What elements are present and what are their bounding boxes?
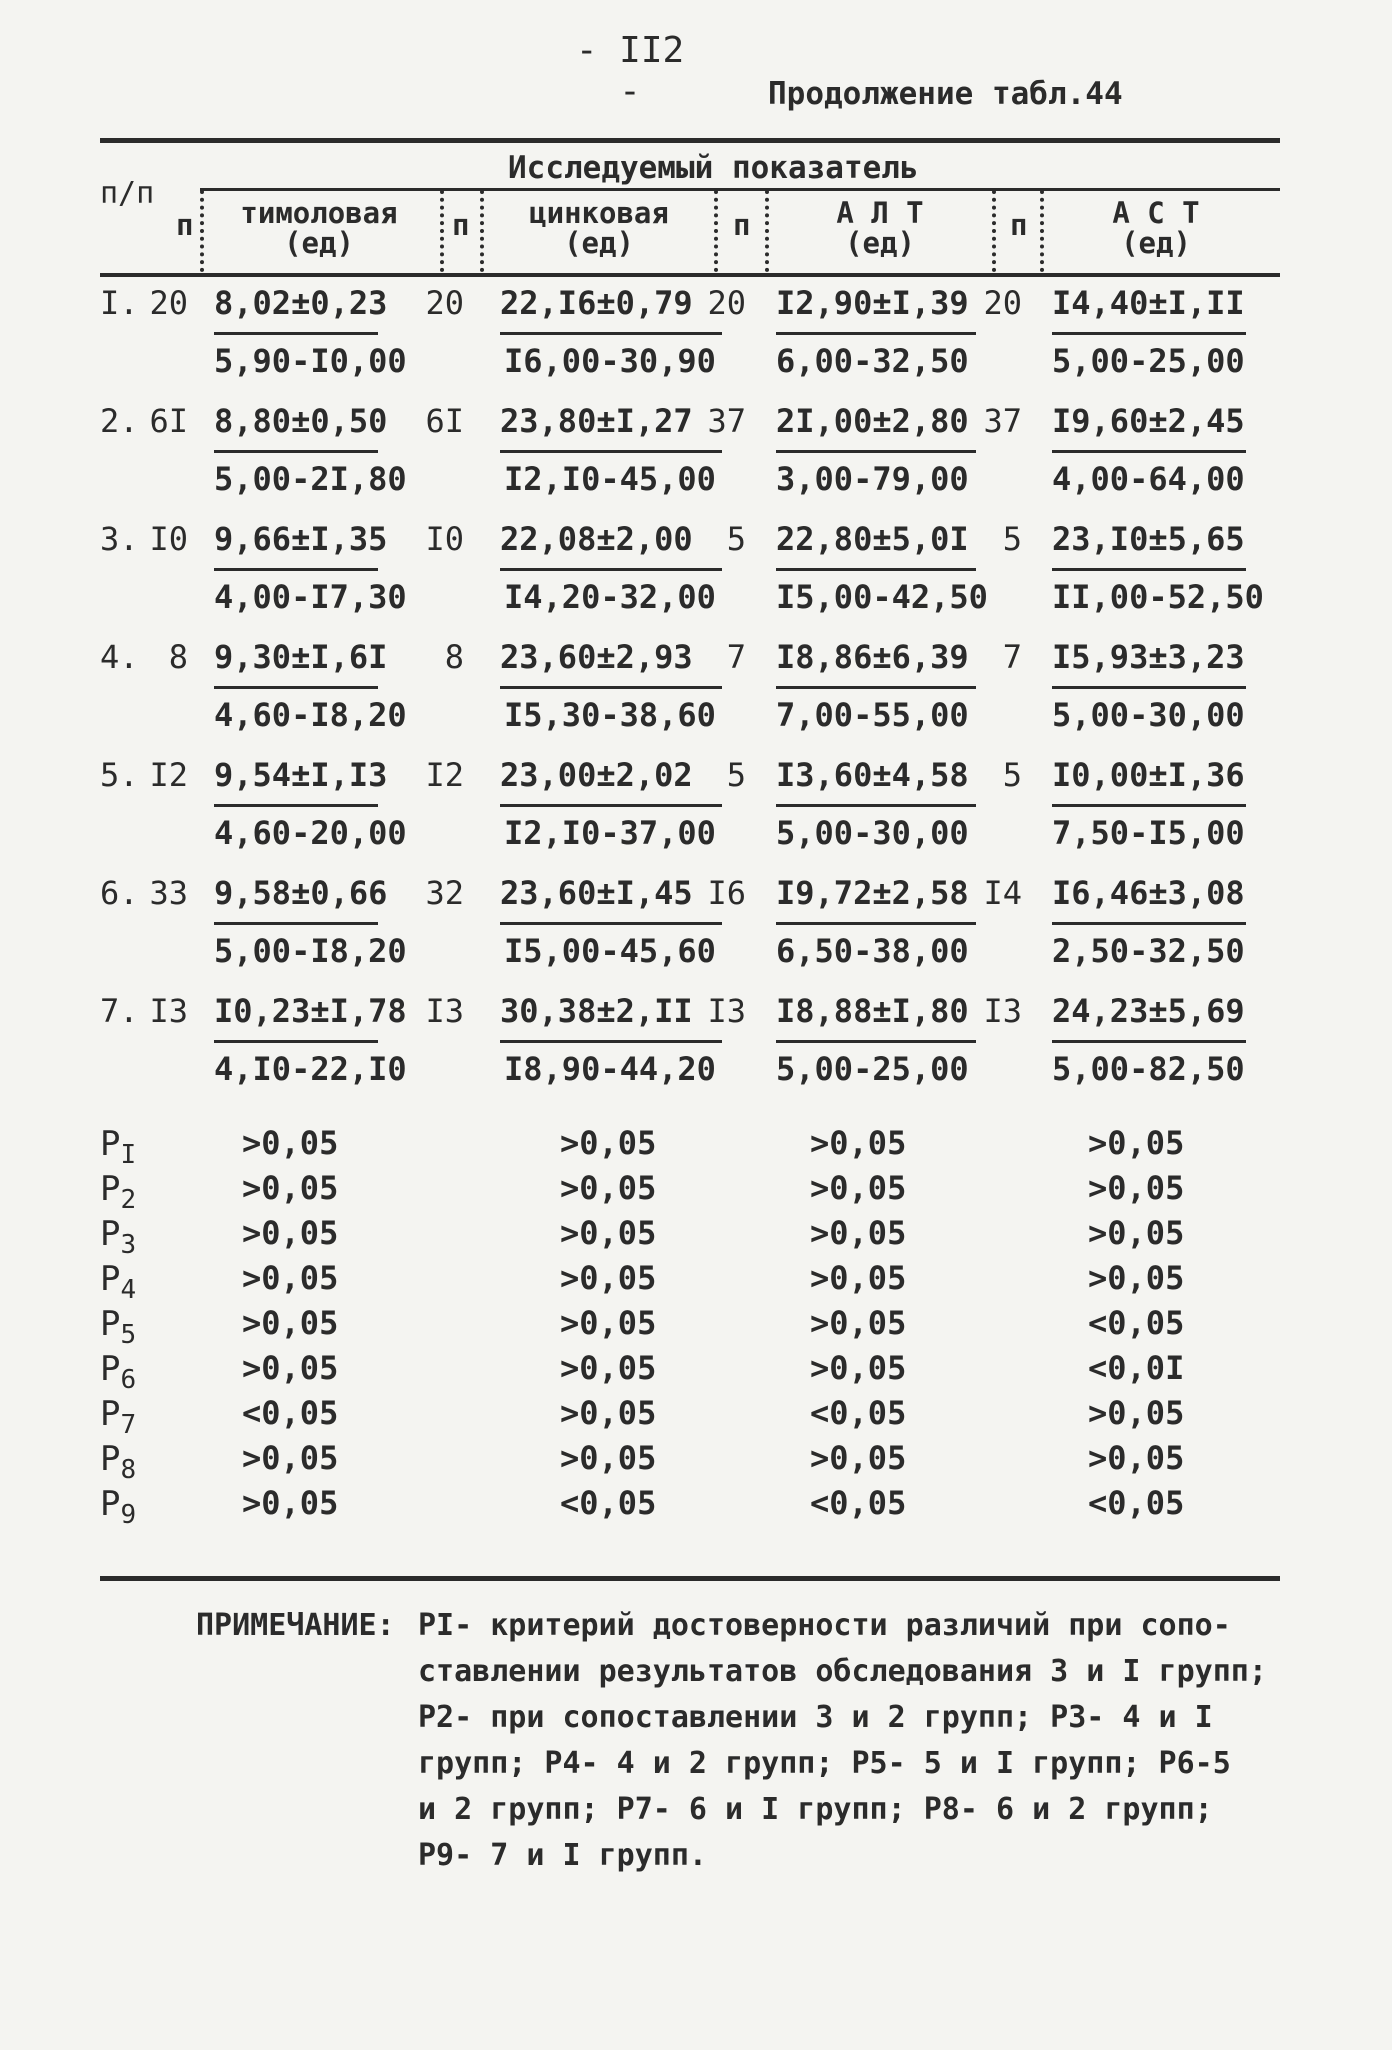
group-n: 6I xyxy=(425,402,464,440)
mean-value: 9,54±I,I3 xyxy=(214,756,388,794)
mean-value: 30,38±2,II xyxy=(500,992,693,1030)
mean-value: I8,86±6,39 xyxy=(776,638,969,676)
fraction-line xyxy=(500,1040,722,1043)
mean-value: 24,23±5,69 xyxy=(1052,992,1245,1030)
divider xyxy=(440,190,444,272)
group-n: 7 xyxy=(726,638,746,676)
range-value: 5,00-25,00 xyxy=(1052,342,1245,380)
p-value: >0,05 xyxy=(242,1484,339,1522)
fraction-line xyxy=(776,804,976,807)
mean-value: 22,08±2,00 xyxy=(500,520,693,558)
p-value: >0,05 xyxy=(242,1304,339,1342)
group-n: 20 xyxy=(425,284,464,322)
group-n: 8 xyxy=(444,638,464,676)
mean-value: 8,02±0,23 xyxy=(214,284,388,322)
p-value: <0,05 xyxy=(242,1394,339,1432)
row-index: 5. xyxy=(100,756,139,794)
p-value: >0,05 xyxy=(1088,1394,1185,1432)
range-value: I6,00-30,90 xyxy=(504,342,716,380)
group-n: I3 xyxy=(425,992,464,1030)
divider xyxy=(1040,190,1044,272)
group-n: 6I xyxy=(149,402,188,440)
mean-value: 2I,00±2,80 xyxy=(776,402,969,440)
divider xyxy=(992,190,996,272)
group-n: I0 xyxy=(149,520,188,558)
note-line: групп; P4- 4 и 2 групп; P5- 5 и I групп; P6-5 xyxy=(418,1746,1231,1781)
group-n: I2 xyxy=(425,756,464,794)
mean-value: 23,60±2,93 xyxy=(500,638,693,676)
col-name: А С Т xyxy=(1112,196,1200,230)
p-letter: P xyxy=(100,1169,121,1209)
group-n: 20 xyxy=(149,284,188,322)
fraction-line xyxy=(776,450,976,453)
p-label xyxy=(100,1304,136,1350)
range-value: I8,90-44,20 xyxy=(504,1050,716,1088)
group-n: I6 xyxy=(707,874,746,912)
fraction-line xyxy=(500,922,722,925)
group-n: 8 xyxy=(168,638,188,676)
mean-value: I2,90±I,39 xyxy=(776,284,969,322)
p-value: <0,05 xyxy=(1088,1484,1185,1522)
continuation-title: Продолжение табл.44 xyxy=(768,76,1123,112)
p-value: >0,05 xyxy=(810,1124,907,1162)
range-value: 3,00-79,00 xyxy=(776,460,969,498)
range-value: I5,30-38,60 xyxy=(504,696,716,734)
p-value: >0,05 xyxy=(242,1214,339,1252)
range-value: 7,50-I5,00 xyxy=(1052,814,1245,852)
mean-value: I3,60±4,58 xyxy=(776,756,969,794)
p-subscript: 2 xyxy=(120,1184,137,1215)
p-letter: P xyxy=(100,1124,121,1164)
group-n: 37 xyxy=(983,402,1022,440)
fraction-line xyxy=(1052,922,1246,925)
fraction-line xyxy=(776,568,976,571)
group-n: 37 xyxy=(707,402,746,440)
fraction-line xyxy=(214,686,378,689)
p-value: >0,05 xyxy=(242,1439,339,1477)
group-n: I3 xyxy=(149,992,188,1030)
p-letter: P xyxy=(100,1349,121,1389)
fraction-line xyxy=(500,804,722,807)
mean-value: I6,46±3,08 xyxy=(1052,874,1245,912)
p-subscript: 8 xyxy=(120,1454,137,1485)
range-value: 7,00-55,00 xyxy=(776,696,969,734)
mean-value: 9,66±I,35 xyxy=(214,520,388,558)
fraction-line xyxy=(776,1040,976,1043)
fraction-line xyxy=(214,332,378,335)
range-value: 4,60-I8,20 xyxy=(214,696,407,734)
divider xyxy=(714,190,718,272)
mean-value: I8,88±I,80 xyxy=(776,992,969,1030)
p-value: >0,05 xyxy=(810,1439,907,1477)
group-n: I4 xyxy=(983,874,1022,912)
range-value: 6,00-32,50 xyxy=(776,342,969,380)
col-name: цинковая xyxy=(529,196,669,230)
fraction-line xyxy=(500,450,722,453)
fraction-line xyxy=(214,568,378,571)
p-subscript: 6 xyxy=(120,1364,137,1395)
note-line: и 2 групп; P7- 6 и I групп; P8- 6 и 2 групп; xyxy=(418,1792,1213,1827)
p-subscript: 5 xyxy=(120,1319,137,1350)
mean-value: 23,I0±5,65 xyxy=(1052,520,1245,558)
group-n: 20 xyxy=(707,284,746,322)
note-label: ПРИМЕЧАНИЕ: xyxy=(196,1608,395,1643)
p-value: <0,05 xyxy=(810,1484,907,1522)
group-n: I3 xyxy=(983,992,1022,1030)
note-line: P9- 7 и I групп. xyxy=(418,1838,707,1873)
p-value: <0,0I xyxy=(1088,1349,1185,1387)
page-number: - II2 - xyxy=(575,30,685,112)
mean-value: I4,40±I,II xyxy=(1052,284,1245,322)
range-value: I5,00-42,50 xyxy=(776,578,988,616)
p-letter: P xyxy=(100,1259,121,1299)
fraction-line xyxy=(776,686,976,689)
header-n-4: п xyxy=(1010,208,1028,242)
group-n: 33 xyxy=(149,874,188,912)
p-value: <0,05 xyxy=(810,1394,907,1432)
p-value: >0,05 xyxy=(242,1169,339,1207)
p-value: >0,05 xyxy=(560,1214,657,1252)
p-letter: P xyxy=(100,1214,121,1254)
range-value: I4,20-32,00 xyxy=(504,578,716,616)
range-value: 5,00-25,00 xyxy=(776,1050,969,1088)
divider xyxy=(765,190,769,272)
fraction-line xyxy=(776,332,976,335)
note-line: PI- критерий достоверности различий при сопо- xyxy=(418,1608,1231,1643)
group-n: I3 xyxy=(707,992,746,1030)
fraction-line xyxy=(500,332,722,335)
range-value: 6,50-38,00 xyxy=(776,932,969,970)
p-value: >0,05 xyxy=(560,1439,657,1477)
group-n: I0 xyxy=(425,520,464,558)
note-line: ставлении результатов обследования 3 и I групп; xyxy=(418,1654,1267,1689)
p-label xyxy=(100,1439,136,1485)
range-value: 5,00-82,50 xyxy=(1052,1050,1245,1088)
p-letter: P xyxy=(100,1304,121,1344)
col-name: тимоловая xyxy=(240,196,398,230)
col-header-zinc xyxy=(486,198,712,258)
col-unit: (ед) xyxy=(564,226,634,260)
range-value: I5,00-45,60 xyxy=(504,932,716,970)
fraction-line xyxy=(1052,332,1246,335)
fraction-line xyxy=(1052,568,1246,571)
fraction-line xyxy=(1052,804,1246,807)
p-value: <0,05 xyxy=(560,1484,657,1522)
indicator-header: Исследуемый показатель xyxy=(508,150,919,186)
p-value: >0,05 xyxy=(560,1169,657,1207)
col-unit: (ед) xyxy=(845,226,915,260)
p-value: >0,05 xyxy=(810,1349,907,1387)
p-value: <0,05 xyxy=(1088,1304,1185,1342)
group-n: 5 xyxy=(726,756,746,794)
divider xyxy=(480,190,484,272)
fraction-line xyxy=(500,686,722,689)
p-label xyxy=(100,1214,136,1260)
p-label xyxy=(100,1124,136,1170)
p-letter: P xyxy=(100,1439,121,1479)
p-value: >0,05 xyxy=(810,1304,907,1342)
header-n-3: п xyxy=(733,208,751,242)
fraction-line xyxy=(1052,686,1246,689)
divider xyxy=(200,190,204,272)
row-index: 4. xyxy=(100,638,139,676)
mean-value: 9,58±0,66 xyxy=(214,874,388,912)
range-value: I2,I0-45,00 xyxy=(504,460,716,498)
p-label xyxy=(100,1484,136,1530)
p-value: >0,05 xyxy=(242,1259,339,1297)
table-bottom-rule xyxy=(100,1576,1280,1581)
mean-value: 23,80±I,27 xyxy=(500,402,693,440)
range-value: 4,00-64,00 xyxy=(1052,460,1245,498)
mean-value: 22,80±5,0I xyxy=(776,520,969,558)
p-value: >0,05 xyxy=(1088,1439,1185,1477)
mean-value: 23,60±I,45 xyxy=(500,874,693,912)
header-underline xyxy=(200,188,1280,191)
group-n: 32 xyxy=(425,874,464,912)
p-subscript: 9 xyxy=(120,1499,137,1530)
range-value: 4,I0-22,I0 xyxy=(214,1050,407,1088)
mean-value: 23,00±2,02 xyxy=(500,756,693,794)
col-header-alt xyxy=(770,198,990,258)
mean-value: I9,60±2,45 xyxy=(1052,402,1245,440)
p-letter: P xyxy=(100,1394,121,1434)
top-rule xyxy=(100,138,1280,143)
range-value: 4,00-I7,30 xyxy=(214,578,407,616)
group-n: 20 xyxy=(983,284,1022,322)
row-index: 3. xyxy=(100,520,139,558)
fraction-line xyxy=(214,1040,378,1043)
p-value: >0,05 xyxy=(1088,1214,1185,1252)
row-index: 7. xyxy=(100,992,139,1030)
p-subscript: 4 xyxy=(120,1274,137,1305)
p-value: >0,05 xyxy=(560,1124,657,1162)
range-value: 5,00-30,00 xyxy=(1052,696,1245,734)
group-n: 5 xyxy=(726,520,746,558)
row-index: 6. xyxy=(100,874,139,912)
range-value: I2,I0-37,00 xyxy=(504,814,716,852)
col-header-thymol xyxy=(206,198,432,258)
p-value: >0,05 xyxy=(560,1349,657,1387)
p-value: >0,05 xyxy=(1088,1259,1185,1297)
fraction-line xyxy=(214,804,378,807)
row-header: п/п xyxy=(100,176,155,211)
col-name: А Л Т xyxy=(836,196,924,230)
p-letter: P xyxy=(100,1484,121,1524)
group-n: 5 xyxy=(1002,520,1022,558)
p-value: >0,05 xyxy=(242,1349,339,1387)
range-value: 5,00-30,00 xyxy=(776,814,969,852)
p-label xyxy=(100,1259,136,1305)
group-n: I2 xyxy=(149,756,188,794)
group-n: 5 xyxy=(1002,756,1022,794)
p-label xyxy=(100,1169,136,1215)
p-value: >0,05 xyxy=(810,1259,907,1297)
fraction-line xyxy=(214,922,378,925)
p-label xyxy=(100,1349,136,1395)
range-value: 5,90-I0,00 xyxy=(214,342,407,380)
range-value: II,00-52,50 xyxy=(1052,578,1264,616)
mean-value: 8,80±0,50 xyxy=(214,402,388,440)
header-n-1: п xyxy=(176,208,194,242)
range-value: 2,50-32,50 xyxy=(1052,932,1245,970)
mean-value: 9,30±I,6I xyxy=(214,638,388,676)
note-line: P2- при сопоставлении 3 и 2 групп; P3- 4 и I xyxy=(418,1700,1213,1735)
mean-value: I0,00±I,36 xyxy=(1052,756,1245,794)
mean-value: I9,72±2,58 xyxy=(776,874,969,912)
fraction-line xyxy=(1052,1040,1246,1043)
col-unit: (ед) xyxy=(284,226,354,260)
fraction-line xyxy=(214,450,378,453)
fraction-line xyxy=(1052,450,1246,453)
p-value: >0,05 xyxy=(560,1394,657,1432)
range-value: 5,00-2I,80 xyxy=(214,460,407,498)
header-bottom-rule xyxy=(100,273,1280,277)
range-value: 5,00-I8,20 xyxy=(214,932,407,970)
col-header-ast xyxy=(1048,198,1264,258)
fraction-line xyxy=(500,568,722,571)
row-index: 2. xyxy=(100,402,139,440)
group-n: 7 xyxy=(1002,638,1022,676)
p-value: >0,05 xyxy=(242,1124,339,1162)
mean-value: I5,93±3,23 xyxy=(1052,638,1245,676)
p-subscript: 7 xyxy=(120,1409,137,1440)
p-subscript: 3 xyxy=(120,1229,137,1260)
p-value: >0,05 xyxy=(1088,1124,1185,1162)
p-value: >0,05 xyxy=(560,1304,657,1342)
fraction-line xyxy=(776,922,976,925)
row-index: I. xyxy=(100,284,139,322)
mean-value: I0,23±I,78 xyxy=(214,992,407,1030)
p-value: >0,05 xyxy=(810,1214,907,1252)
p-label xyxy=(100,1394,136,1440)
header-n-2: п xyxy=(452,208,470,242)
p-value: >0,05 xyxy=(1088,1169,1185,1207)
col-unit: (ед) xyxy=(1121,226,1191,260)
p-value: >0,05 xyxy=(810,1169,907,1207)
mean-value: 22,I6±0,79 xyxy=(500,284,693,322)
p-subscript: I xyxy=(120,1139,137,1170)
p-value: >0,05 xyxy=(560,1259,657,1297)
range-value: 4,60-20,00 xyxy=(214,814,407,852)
